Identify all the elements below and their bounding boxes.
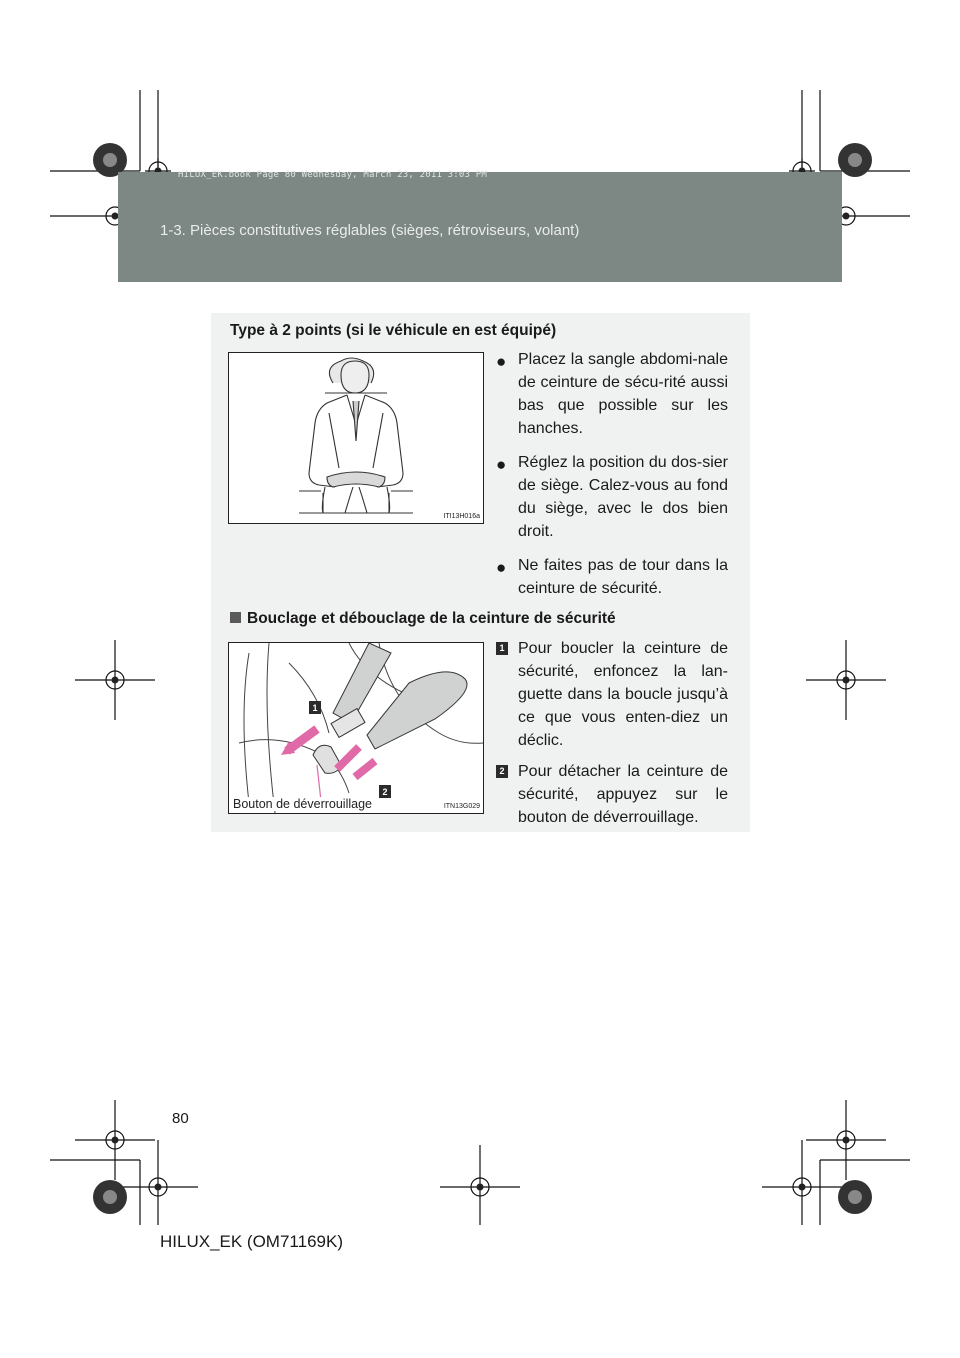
section-title: Type à 2 points (si le véhicule en est équipé) <box>230 322 557 339</box>
book-stamp: HILUX_EK.book Page 80 Wednesday, March 23, 2011 3:03 PM <box>178 170 488 180</box>
figure-seated-lap-belt <box>228 352 484 524</box>
subsection-title: Bouclage et débouclage de la ceinture de sécurité <box>230 610 616 628</box>
bullet-icon: ● <box>496 455 507 474</box>
list-item: ● Ne faites pas de tour dans la ceinture de sécurité. <box>496 557 728 597</box>
marker-1: 1 <box>312 703 318 713</box>
list-item: 1 Pour boucler la ceinture de sécurité, enfoncez la lan-guette dans la boucle jusqu’à ce que vous enten-diez un déclic. <box>496 637 728 752</box>
page-number: 80 <box>172 1110 189 1127</box>
marker-2: 2 <box>382 787 388 797</box>
step-number-badge: 2 <box>496 765 508 778</box>
step-number-badge: 1 <box>496 642 508 655</box>
chapter-title: 1-3. Pièces constitutives réglables (sièges, rétroviseurs, volant) <box>160 222 580 239</box>
list-item: ● Placez la sangle abdomi-nale de ceinture de sécu-rité aussi bas que possible sur les hanches. <box>496 351 728 437</box>
buckle-illustration <box>229 643 483 813</box>
release-button-label: Bouton de déverrouillage <box>233 797 372 811</box>
list-item: ● Réglez la position du dos-sier de siège. Calez-vous au fond du siège, avec le dos bien droit. <box>496 454 728 540</box>
buckle-steps <box>496 637 728 837</box>
figure-code: ITI13H016a <box>443 513 480 520</box>
figure-buckle <box>228 642 484 814</box>
list-item: 2 Pour détacher la ceinture de sécurité, appuyez sur le bouton de déverrouillage. <box>496 760 728 829</box>
seated-person-illustration <box>229 353 483 523</box>
instruction-bullets <box>496 348 728 611</box>
square-bullet-icon <box>230 612 241 623</box>
bullet-icon: ● <box>496 558 507 577</box>
bullet-icon: ● <box>496 352 507 371</box>
figure-code: ITN13G029 <box>443 803 480 810</box>
manual-code: HILUX_EK (OM71169K) <box>160 1232 343 1251</box>
